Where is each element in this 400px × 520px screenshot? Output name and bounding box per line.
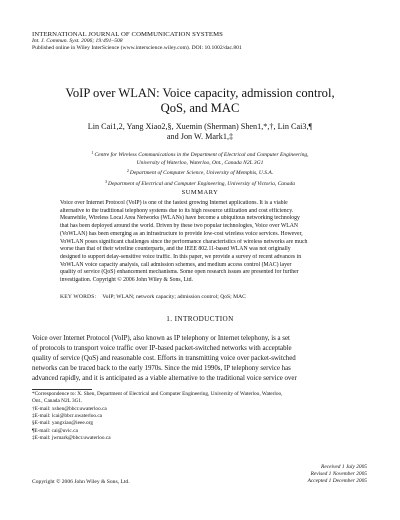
footnote-line: ‡E-mail: jwmark@bbcr.uwaterloo.ca [32, 435, 111, 442]
author-line: and Jon W. Mark1,‡ [166, 132, 234, 141]
summary-line: VoWLAN poses significant challenges since the performance characteristics of wireless networks are much [60, 238, 308, 245]
summary-line: Meanwhile, Wireless Local Area Networks (WLANs) have become a ubiquitous networking technology [60, 215, 300, 222]
body-line: of protocols to transport voice traffic over IP-based packet-switched networks with acceptable [32, 345, 292, 353]
affiliation-text: Department of Electrical and Computer Engineering, University of Victoria, Canada [107, 180, 296, 187]
summary-line: designed to support delay-sensitive voice traffic. In this paper, we provide a survey of recent advances in [60, 254, 302, 261]
revised-date: Revised 1 November 2005 [310, 471, 367, 478]
title-line: QoS, and MAC [160, 101, 240, 115]
summary-body [60, 200, 341, 285]
journal-name: INTERNATIONAL JOURNAL OF COMMUNICATION SYSTEMS [32, 31, 223, 38]
affiliation-mark: 3 [104, 178, 107, 184]
footnote-line: ¶E-mail: cai@uvic.ca [32, 427, 78, 434]
affiliation-text: Department of Computer Science, University of Memphis, U.S.A. [129, 170, 274, 176]
keywords [60, 294, 350, 300]
affiliation [20, 167, 380, 178]
body-line: advanced rapidly, and it is anticipated as a viable alternative to the traditional voice service over [32, 375, 297, 383]
footnote-rule [32, 389, 92, 390]
intro-paragraph [32, 334, 368, 384]
copyright-line: Copyright © 2006 John Wiley & Sons, Ltd. [32, 479, 130, 485]
summary-line: alternative to the traditional telephony systems due to its high resource utilization and cost efficiency. [60, 207, 294, 214]
footnote-line: †E-mail: xshen@bbcr.uwaterloo.ca [32, 405, 107, 412]
body-line: quality of service (QoS) and reasonable cost. Efforts in transmitting voice over packet-switched [32, 355, 296, 363]
author-line: Lin Cai1,2, Yang Xiao2,§, Xuemin (Sherman) Shen1,*,†, Lin Cai3,¶ [87, 122, 313, 131]
paper-title [20, 86, 380, 116]
affiliation [20, 160, 380, 168]
summary-heading: SUMMARY [181, 189, 219, 196]
title-line: VoIP over WLAN: Voice capacity, admission control, [65, 86, 335, 100]
footnote-line: §E-mail: yangxiao@ieee.org [32, 420, 93, 427]
body-line: networks can be traced back to the early 1970s. Since the mid 1990s, IP telephony service has [32, 365, 291, 373]
affiliation [20, 149, 380, 160]
footnote-line: ‡E-mail: lcai@bbcr.uwaterloo.ca [32, 413, 103, 420]
keywords-label: KEY WORDS: [60, 294, 97, 300]
section-heading: 1. INTRODUCTION [166, 315, 234, 323]
summary-line: that has been deployed around the world. Driven by these two popular technologies, Voice over WLAN [60, 223, 299, 230]
footnote [32, 391, 368, 442]
journal-citation: Int. J. Commun. Syst. 2006; 19:491–508 [32, 38, 123, 44]
received-date: Received 1 July 2005 [321, 464, 367, 470]
accepted-date: Accepted 1 December 2005 [307, 478, 367, 485]
journal-header [32, 31, 372, 52]
body-line: Voice over Internet Protocol (VoIP), also known as IP telephony or Internet telephony, is a set [32, 335, 290, 342]
journal-published-line: Published online in Wiley InterScience (www.interscience.wiley.com). DOI: 10.1002/dac.801 [32, 45, 242, 51]
summary-line: worse than that of their wireline counterparts, and the IEEE 802.11-based WLAN was not originally [60, 246, 291, 253]
keywords-text: VoIP; WLAN; network capacity; admission control; QoS; MAC [102, 294, 246, 300]
affiliation-mark: 1 [91, 150, 94, 155]
summary-line: (VoWLAN) has been emerging as an infrastructure to provide low-cost wireless voice services. However, [60, 230, 303, 237]
affiliation-text: Centre for Wireless Communications in the Department of Electrical and Computer Engineering, [94, 152, 309, 158]
affiliation-mark: 2 [126, 168, 129, 173]
received-dates [308, 464, 367, 486]
affiliation [20, 178, 380, 189]
summary-line: Voice over Internet Protocol (VoIP) is one of the fastest growing Internet applications. It is a viable [60, 200, 288, 206]
affiliation-text: University of Waterloo, Waterloo, Ont., Canada N2L 3G1 [136, 159, 264, 166]
summary-line: investigation. Copyright © 2006 John Wiley & Sons, Ltd. [60, 277, 193, 284]
footnote-line: Ont., Canada N2L 3G1. [32, 398, 83, 405]
summary-line: quality of service (QoS) enhancement mechanisms. Some open research issues are presented for further [60, 269, 299, 276]
summary-line: VoWLAN voice capacity analysis, call admission schemes, and medium access control (MAC) layer [60, 261, 292, 268]
author-list [20, 122, 380, 142]
affiliations [20, 149, 380, 188]
footnote-line: *Correspondence to: X. Shen, Department of Electrical and Computer Engineering, University of Waterloo, Waterloo, [32, 391, 283, 397]
